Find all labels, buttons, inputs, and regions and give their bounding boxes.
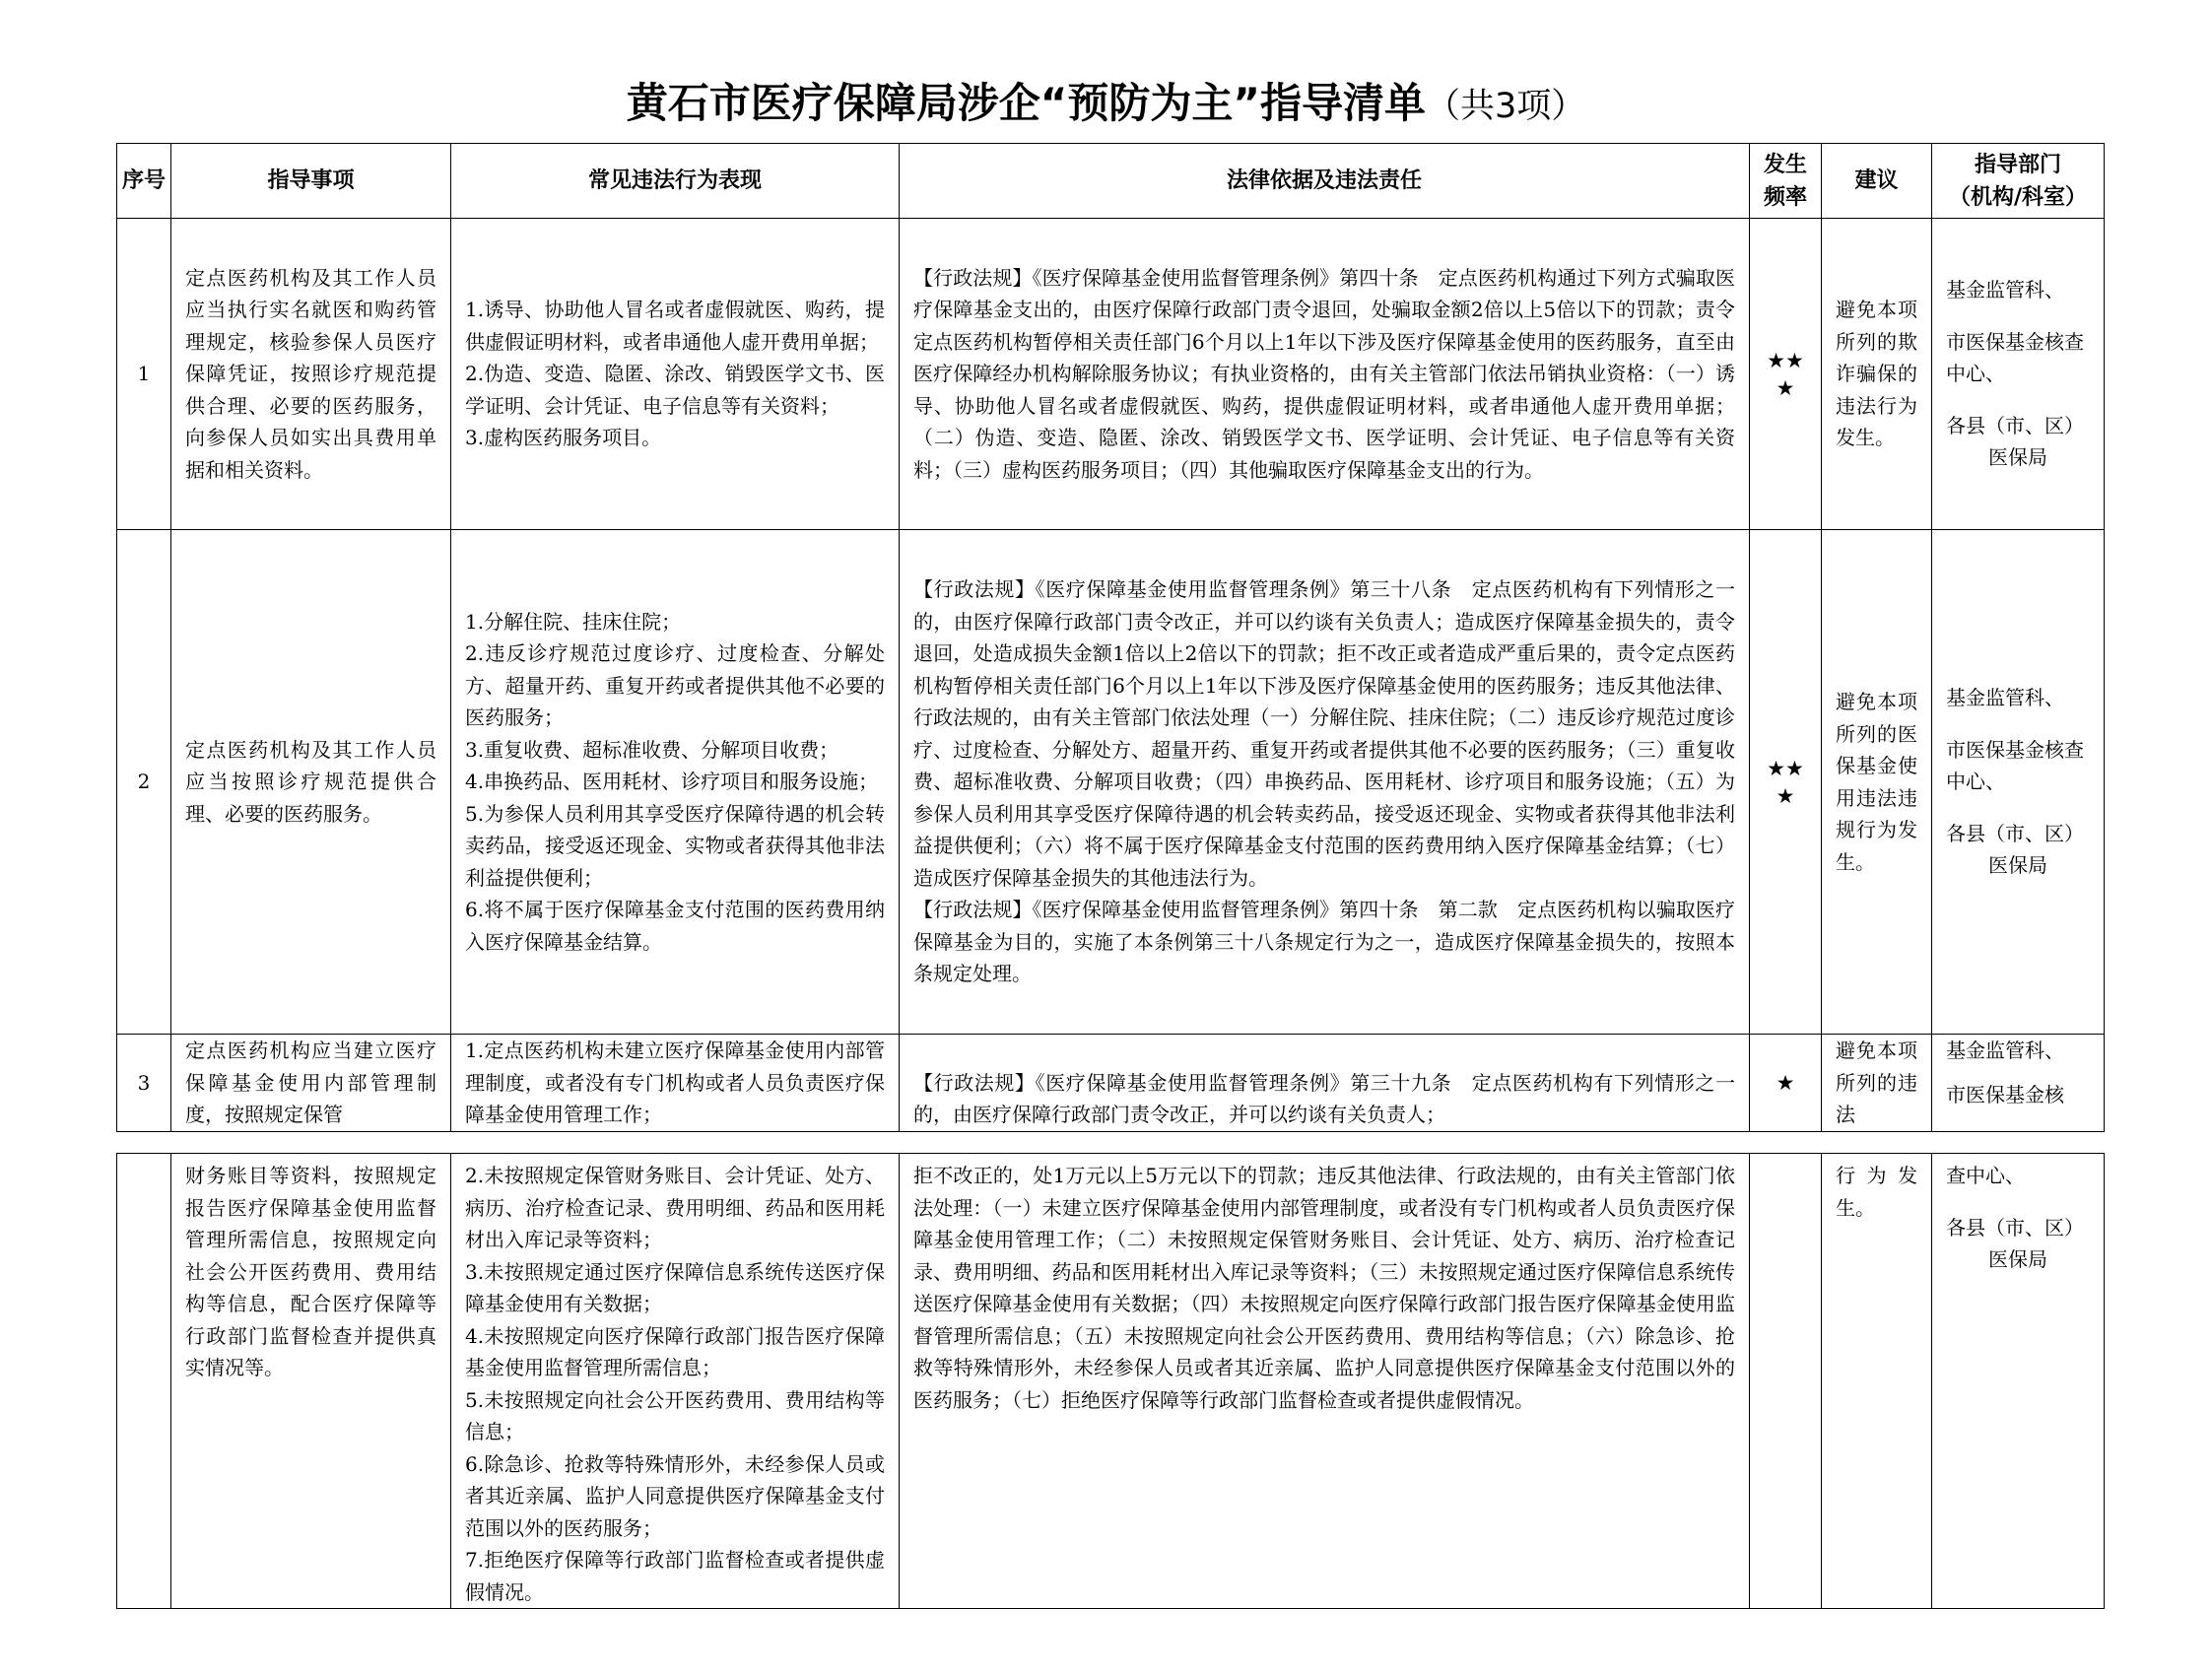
row-frequency: [1750, 1154, 1822, 1609]
violation-line: 2.违反诊疗规范过度诊疗、过度检查、分解处方、超量开药、重复开药或者提供其他不必要的医药服务；: [465, 641, 885, 730]
row-item: 定点医药机构及其工作人员应当按照诊疗规范提供合理、必要的医药服务。: [171, 530, 451, 1035]
row-dept: 基金监管科、 市医保基金核查中心、 各县（市、区） 医保局: [1932, 530, 2105, 1035]
violation-line: 4.未按照规定向医疗保障行政部门报告医疗保障基金使用监督管理所需信息；: [465, 1323, 885, 1379]
table-row: [117, 1035, 2105, 1132]
row-dept: 基金监管科、 市医保基金核: [1932, 1035, 2105, 1132]
violation-line: 6.除急诊、抢救等特殊情形外，未经参保人员或者其近亲属、监护人同意提供医疗保障基金支付范围以外的医药服务；: [465, 1451, 885, 1540]
violation-line: 3.未按照规定通过医疗保障信息系统传送医疗保障基金使用有关数据；: [465, 1259, 885, 1315]
row-violations: [451, 219, 900, 530]
row-item: 定点医药机构及其工作人员应当执行实名就医和购药管理规定，核验参保人员医疗保障凭证，按照诊疗规范提供合理、必要的医药服务，向参保人员如实出具费用单据和相关资料。: [171, 219, 451, 530]
violation-line: 1.定点医药机构未建立医疗保障基金使用内部管理制度，或者没有专门机构或者人员负责医疗保障基金使用管理工作；: [465, 1039, 885, 1126]
star-icon: ★: [1776, 1070, 1795, 1095]
violation-line: 4.串换药品、医用耗材、诊疗项目和服务设施；: [465, 770, 879, 794]
row-advice: 行为发生。: [1822, 1154, 1932, 1609]
row-law: [900, 1154, 1750, 1609]
law-paragraph: 【行政法规】《医疗保障基金使用监督管理条例》第三十八条 定点医药机构有下列情形之一的，由医疗保障行政部门责令改正，并可以约谈有关负责人；造成医疗保障基金损失的，责令退回，处造成损失金额1倍以上2倍以下的罚款；拒不改正或者造成严重后果的，责令定点医药机构暂停相关责任部门6个月以上1年以下涉及医疗保障基金使用的医药服务；违反其他法律、行政法规的，由有关主管部门依法处理（一）分解住院、挂床住院；（二）违反诊疗规范过度诊疗、过度检查、分解处方、超量开药、重复开药或者提供其他不必要的医药服务；（三）重复收费、超标准收费、分解项目收费；（四）串换药品、医用耗材、诊疗项目和服务设施；（五）为参保人员利用其享受医疗保障待遇的机会转卖药品，接受返还现金、实物或者获得其他非法利益提供便利；（六）将不属于医疗保障基金支付范围的医药费用纳入医疗保障基金结算；（七）造成医疗保障基金损失的其他违法行为。: [913, 577, 1735, 890]
violation-line: 5.未按照规定向社会公开医药费用、费用结构等信息；: [465, 1387, 885, 1443]
header-law: 法律依据及违法责任: [900, 144, 1750, 219]
violation-line: 2.伪造、变造、隐匿、涂改、销毁医学文书、医学证明、会计凭证、电子信息等有关资料；: [465, 362, 885, 418]
row-seq: 3: [117, 1035, 171, 1132]
star-icon: ★: [1776, 375, 1795, 400]
violation-line: 2.未按照规定保管财务账目、会计凭证、处方、病历、治疗检查记录、费用明细、药品和医用耗材出入库记录等资料；: [465, 1164, 885, 1251]
row-dept: 查中心、 各县（市、区） 医保局: [1932, 1154, 2105, 1609]
row-violations: [451, 530, 900, 1035]
guidance-table: [116, 143, 2105, 1132]
violation-line: 1.诱导、协助他人冒名或者虚假就医、购药，提供虚假证明材料，或者串通他人虚开费用单据；: [465, 298, 885, 354]
header-advice: 建议: [1822, 144, 1932, 219]
row-frequency: [1750, 1035, 1822, 1132]
table-header-row: [117, 144, 2105, 219]
row-law: [900, 219, 1750, 530]
page-title: 黄石市医疗保障局涉企“预防为主”指导清单（共3项）: [626, 79, 1586, 127]
row-advice: 避免本项所列的医保基金使用违法违规行为发生。: [1822, 530, 1932, 1035]
guidance-table-continued: [116, 1153, 2105, 1609]
table-row: [117, 530, 2105, 1035]
row-seq: [117, 1154, 171, 1609]
row-seq: 1: [117, 219, 171, 530]
law-paragraph: 拒不改正的，处1万元以上5万元以下的罚款；违反其他法律、行政法规的，由有关主管部门依法处理：（一）未建立医疗保障基金使用内部管理制度，或者没有专门机构或者人员负责医疗保障基金使用管理工作；（二）未按照规定保管财务账目、会计凭证、处方、病历、治疗检查记录、费用明细、药品和医用耗材出入库记录等资料；（三）未按照规定通过医疗保障信息系统传送医疗保障基金使用有关数据；（四）未按照规定向医疗保障行政部门报告医疗保障基金使用监督管理所需信息；（五）未按照规定向社会公开医药费用、费用结构等信息；（六）除急诊、抢救等特殊情形外，未经参保人员或者其近亲属、监护人同意提供医疗保障基金支付范围以外的医药服务；（七）拒绝医疗保障等行政部门监督检查或者提供虚假情况。: [913, 1164, 1735, 1412]
violation-line: 6.将不属于医疗保障基金支付范围的医药费用纳入医疗保障基金结算。: [465, 898, 885, 954]
law-paragraph: 【行政法规】《医疗保障基金使用监督管理条例》第三十九条 定点医药机构有下列情形之一的，由医疗保障行政部门责令改正，并可以约谈有关负责人；: [913, 1070, 1735, 1126]
row-dept: 基金监管科、 市医保基金核查中心、 各县（市、区） 医保局: [1932, 219, 2105, 530]
header-violations: 常见违法行为表现: [451, 144, 900, 219]
violation-line: 3.虚构医药服务项目。: [465, 426, 662, 450]
violation-line: 3.重复收费、超标准收费、分解项目收费；: [465, 737, 839, 762]
row-advice: 避免本项所列的欺诈骗保的违法行为发生。: [1822, 219, 1932, 530]
table-row: [117, 219, 2105, 530]
violation-line: 7.拒绝医疗保障等行政部门监督检查或者提供虚假情况。: [465, 1548, 885, 1604]
row-law: [900, 1035, 1750, 1132]
header-dept: 指导部门 （机构/科室）: [1932, 144, 2105, 219]
star-icon: ★: [1776, 783, 1795, 808]
header-freq: 发生频率: [1750, 144, 1822, 219]
violation-line: 1.分解住院、挂床住院；: [465, 609, 682, 634]
row-violations: [451, 1035, 900, 1132]
law-paragraph: 【行政法规】《医疗保障基金使用监督管理条例》第四十条 第二款 定点医药机构以骗取医疗保障基金为目的，实施了本条例第三十八条规定行为之一，造成医疗保障基金损失的，按照本条规定处理。: [913, 898, 1735, 986]
row-frequency: [1750, 219, 1822, 530]
row-seq: 2: [117, 530, 171, 1035]
row-item: 财务账目等资料，按照规定报告医疗保障基金使用监督管理所需信息，按照规定向社会公开医药费用、费用结构等信息，配合医疗保障等行政部门监督检查并提供真实情况等。: [171, 1154, 451, 1609]
row-frequency: [1750, 530, 1822, 1035]
star-icon: ★★: [1767, 756, 1804, 780]
law-paragraph: 【行政法规】《医疗保障基金使用监督管理条例》第四十条 定点医药机构通过下列方式骗取医疗保障基金支出的，由医疗保障行政部门责令退回，处骗取金额2倍以上5倍以下的罚款；责令定点医药机构暂停相关责任部门6个月以上1年以下涉及医疗保障基金使用的医药服务，直至由医疗保障经办机构解除服务协议；有执业资格的，由有关主管部门依法吊销执业资格：（一）诱导、协助他人冒名或者虚假就医、购药，提供虚假证明材料，或者串通他人虚开费用单据；（二）伪造、变造、隐匿、涂改、销毁医学文书、医学证明、会计凭证、电子信息等有关资料；（三）虚构医药服务项目；（四）其他骗取医疗保障基金支出的行为。: [913, 265, 1735, 482]
row-advice: 避免本项所列的违法: [1822, 1035, 1932, 1132]
header-seq: 序号: [117, 144, 171, 219]
row-law: [900, 530, 1750, 1035]
row-item: 定点医药机构应当建立医疗保障基金使用内部管理制度，按照规定保管: [171, 1035, 451, 1132]
violation-line: 5.为参保人员利用其享受医疗保障待遇的机会转卖药品，接受返还现金、实物或者获得其他非法利益提供便利；: [465, 801, 885, 890]
star-icon: ★★: [1767, 348, 1804, 372]
row-violations: [451, 1154, 900, 1609]
table-row-continuation: [117, 1154, 2105, 1609]
page-title-suffix: （共3项）: [1425, 87, 1586, 126]
header-item: 指导事项: [171, 144, 451, 219]
